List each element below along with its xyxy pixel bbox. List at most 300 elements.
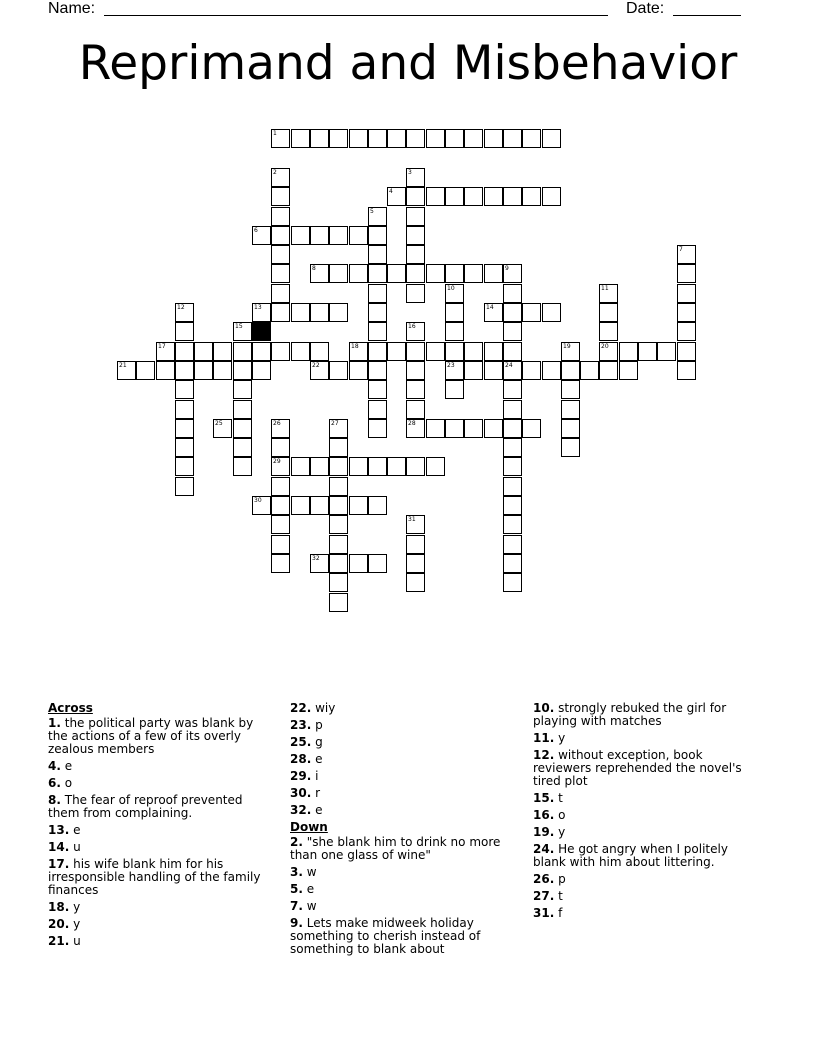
grid-cell[interactable] bbox=[580, 361, 599, 380]
grid-cell[interactable] bbox=[445, 380, 464, 399]
grid-cell[interactable] bbox=[291, 129, 310, 148]
cell-number: 27 bbox=[331, 420, 339, 427]
grid-cell[interactable] bbox=[561, 419, 580, 438]
grid-cell[interactable] bbox=[677, 245, 696, 264]
grid-cell[interactable] bbox=[291, 226, 310, 245]
clue-item bbox=[533, 732, 758, 745]
grid-cell[interactable] bbox=[271, 207, 290, 226]
grid-cell[interactable] bbox=[677, 342, 696, 361]
grid-cell[interactable] bbox=[406, 322, 425, 341]
clue-item bbox=[290, 883, 515, 896]
grid-cell[interactable] bbox=[503, 477, 522, 496]
clue-text: t bbox=[558, 791, 563, 805]
grid-cell[interactable] bbox=[445, 322, 464, 341]
grid-cell[interactable] bbox=[406, 264, 425, 283]
cell-number: 15 bbox=[235, 323, 243, 330]
grid-cell[interactable] bbox=[406, 419, 425, 438]
grid-cell[interactable] bbox=[677, 264, 696, 283]
grid-cell[interactable] bbox=[522, 303, 541, 322]
clue-text: t bbox=[558, 889, 563, 903]
clue-item bbox=[290, 736, 515, 749]
grid-cell[interactable] bbox=[368, 419, 387, 438]
clue-item bbox=[533, 809, 758, 822]
grid-cell[interactable] bbox=[271, 187, 290, 206]
grid-cell[interactable] bbox=[310, 361, 329, 380]
grid-cell[interactable] bbox=[406, 342, 425, 361]
grid-cell[interactable] bbox=[542, 361, 561, 380]
grid-cell[interactable] bbox=[464, 264, 483, 283]
grid-cell[interactable] bbox=[329, 496, 348, 515]
grid-cell[interactable] bbox=[406, 207, 425, 226]
cell-number: 24 bbox=[505, 362, 513, 369]
grid-cell[interactable] bbox=[599, 322, 618, 341]
cell-number: 30 bbox=[254, 497, 262, 504]
cell-number: 18 bbox=[351, 343, 359, 350]
grid-cell[interactable] bbox=[310, 129, 329, 148]
clue-text: He got angry when I politely blank with him about littering. bbox=[533, 842, 728, 869]
clue-number: 2. bbox=[290, 835, 303, 849]
grid-cell[interactable] bbox=[291, 342, 310, 361]
grid-cell[interactable] bbox=[271, 496, 290, 515]
grid-cell[interactable] bbox=[368, 361, 387, 380]
grid-cell[interactable] bbox=[368, 380, 387, 399]
grid-cell[interactable] bbox=[156, 342, 175, 361]
clue-section-heading: Across bbox=[48, 701, 93, 715]
grid-cell[interactable] bbox=[484, 419, 503, 438]
grid-cell[interactable] bbox=[368, 322, 387, 341]
name-label: Name: bbox=[48, 0, 96, 17]
clue-item bbox=[533, 890, 758, 903]
clue-number: 28. bbox=[290, 752, 312, 766]
grid-cell[interactable] bbox=[677, 361, 696, 380]
grid-cell[interactable] bbox=[387, 342, 406, 361]
grid-cell[interactable] bbox=[426, 187, 445, 206]
grid-cell[interactable] bbox=[426, 129, 445, 148]
grid-cell[interactable] bbox=[368, 284, 387, 303]
grid-cell[interactable] bbox=[175, 457, 194, 476]
grid-cell[interactable] bbox=[406, 245, 425, 264]
clue-text: e bbox=[64, 759, 73, 773]
grid-cell[interactable] bbox=[291, 457, 310, 476]
grid-cell[interactable] bbox=[387, 457, 406, 476]
grid-cell[interactable] bbox=[175, 400, 194, 419]
clue-number: 25. bbox=[290, 735, 312, 749]
cell-number: 19 bbox=[563, 343, 571, 350]
grid-cell[interactable] bbox=[426, 419, 445, 438]
grid-cell[interactable] bbox=[677, 303, 696, 322]
grid-cell[interactable] bbox=[599, 361, 618, 380]
clue-column-1 bbox=[48, 702, 273, 952]
grid-cell[interactable] bbox=[406, 573, 425, 592]
cell-number: 21 bbox=[119, 362, 127, 369]
clue-number: 10. bbox=[533, 701, 555, 715]
grid-cell[interactable] bbox=[406, 554, 425, 573]
cell-number: 31 bbox=[408, 516, 416, 523]
grid-cell[interactable] bbox=[561, 438, 580, 457]
clue-item bbox=[290, 770, 515, 783]
grid-cell[interactable] bbox=[349, 496, 368, 515]
grid-cell[interactable] bbox=[233, 419, 252, 438]
grid-cell[interactable] bbox=[426, 264, 445, 283]
grid-cell[interactable] bbox=[561, 380, 580, 399]
clue-number: 24. bbox=[533, 842, 555, 856]
grid-cell[interactable] bbox=[522, 361, 541, 380]
clue-text: p bbox=[315, 718, 323, 732]
grid-cell[interactable] bbox=[271, 284, 290, 303]
grid-cell[interactable] bbox=[368, 496, 387, 515]
grid-cell[interactable] bbox=[271, 226, 290, 245]
grid-cell[interactable] bbox=[194, 342, 213, 361]
clue-text: y bbox=[73, 917, 81, 931]
grid-cell[interactable] bbox=[503, 496, 522, 515]
grid-cell[interactable] bbox=[175, 419, 194, 438]
grid-cell[interactable] bbox=[175, 322, 194, 341]
clue-number: 32. bbox=[290, 803, 312, 817]
grid-cell[interactable] bbox=[368, 226, 387, 245]
grid-cell[interactable] bbox=[406, 361, 425, 380]
grid-cell[interactable] bbox=[329, 515, 348, 534]
grid-cell[interactable] bbox=[368, 264, 387, 283]
grid-cell[interactable] bbox=[619, 361, 638, 380]
grid-cell[interactable] bbox=[464, 361, 483, 380]
clue-text: e bbox=[73, 823, 81, 837]
grid-cell[interactable] bbox=[271, 457, 290, 476]
cell-number: 10 bbox=[447, 285, 455, 292]
grid-cell[interactable] bbox=[445, 284, 464, 303]
cell-number: 29 bbox=[273, 458, 281, 465]
grid-cell[interactable] bbox=[310, 457, 329, 476]
cell-number: 22 bbox=[312, 362, 320, 369]
grid-cell[interactable] bbox=[503, 187, 522, 206]
grid-cell[interactable] bbox=[445, 129, 464, 148]
clue-number: 17. bbox=[48, 857, 70, 871]
grid-cell[interactable] bbox=[484, 187, 503, 206]
grid-cell[interactable] bbox=[426, 342, 445, 361]
grid-cell[interactable] bbox=[252, 496, 271, 515]
grid-cell[interactable] bbox=[136, 361, 155, 380]
grid-cell[interactable] bbox=[194, 361, 213, 380]
grid-cell[interactable] bbox=[175, 342, 194, 361]
grid-cell[interactable] bbox=[503, 457, 522, 476]
clue-item bbox=[48, 717, 273, 756]
grid-cell[interactable] bbox=[349, 361, 368, 380]
clue-number: 15. bbox=[533, 791, 555, 805]
grid-cell[interactable] bbox=[368, 457, 387, 476]
grid-cell[interactable] bbox=[271, 264, 290, 283]
grid-cell[interactable] bbox=[387, 264, 406, 283]
grid-cell[interactable] bbox=[368, 303, 387, 322]
cell-number: 4 bbox=[389, 188, 393, 195]
grid-cell[interactable] bbox=[310, 554, 329, 573]
cell-number: 9 bbox=[505, 265, 509, 272]
grid-cell[interactable] bbox=[406, 129, 425, 148]
grid-cell[interactable] bbox=[503, 535, 522, 554]
grid-cell[interactable] bbox=[484, 303, 503, 322]
grid-cell[interactable] bbox=[329, 303, 348, 322]
grid-cell[interactable] bbox=[484, 342, 503, 361]
grid-cell[interactable] bbox=[503, 515, 522, 534]
grid-cell[interactable] bbox=[368, 400, 387, 419]
grid-cell[interactable] bbox=[503, 380, 522, 399]
grid-cell[interactable] bbox=[445, 419, 464, 438]
grid-cell[interactable] bbox=[329, 554, 348, 573]
grid-cell[interactable] bbox=[291, 496, 310, 515]
grid-cell[interactable] bbox=[271, 535, 290, 554]
grid-cell[interactable] bbox=[310, 303, 329, 322]
grid-cell[interactable] bbox=[464, 342, 483, 361]
clue-item bbox=[48, 901, 273, 914]
clue-number: 12. bbox=[533, 748, 555, 762]
grid-cell[interactable] bbox=[387, 129, 406, 148]
cell-number: 2 bbox=[273, 169, 277, 176]
grid-cell[interactable] bbox=[175, 438, 194, 457]
grid-cell[interactable] bbox=[271, 554, 290, 573]
grid-cell[interactable] bbox=[291, 303, 310, 322]
clue-text: u bbox=[73, 840, 81, 854]
grid-cell[interactable] bbox=[503, 284, 522, 303]
clue-number: 26. bbox=[533, 872, 555, 886]
clue-section-heading: Down bbox=[290, 820, 328, 834]
grid-cell[interactable] bbox=[233, 400, 252, 419]
grid-cell[interactable] bbox=[368, 554, 387, 573]
clue-number: 31. bbox=[533, 906, 555, 920]
grid-cell[interactable] bbox=[252, 303, 271, 322]
clue-text: y bbox=[558, 825, 566, 839]
grid-cell[interactable] bbox=[445, 303, 464, 322]
grid-cell[interactable] bbox=[233, 438, 252, 457]
grid-cell[interactable] bbox=[503, 419, 522, 438]
grid-cell[interactable] bbox=[406, 515, 425, 534]
cell-number: 23 bbox=[447, 362, 455, 369]
grid-cell[interactable] bbox=[252, 342, 271, 361]
clue-number: 7. bbox=[290, 899, 303, 913]
grid-cell[interactable] bbox=[503, 303, 522, 322]
cell-number: 25 bbox=[215, 420, 223, 427]
grid-cell[interactable] bbox=[503, 361, 522, 380]
grid-cell[interactable] bbox=[542, 303, 561, 322]
grid-cell[interactable] bbox=[406, 226, 425, 245]
clue-text: y bbox=[73, 900, 81, 914]
clue-item bbox=[533, 826, 758, 839]
clue-text: p bbox=[558, 872, 566, 886]
grid-cell[interactable] bbox=[445, 187, 464, 206]
grid-cell[interactable] bbox=[349, 226, 368, 245]
grid-cell[interactable] bbox=[310, 342, 329, 361]
grid-cell[interactable] bbox=[271, 419, 290, 438]
clue-item bbox=[290, 836, 515, 862]
grid-cell[interactable] bbox=[484, 129, 503, 148]
grid-cell[interactable] bbox=[233, 361, 252, 380]
clue-text: his wife blank him for his irresponsible handling of the family finances bbox=[48, 857, 261, 897]
grid-cell[interactable] bbox=[638, 342, 657, 361]
grid-cell[interactable] bbox=[445, 342, 464, 361]
grid-cell[interactable] bbox=[349, 554, 368, 573]
clue-text: e bbox=[315, 752, 323, 766]
grid-cell[interactable] bbox=[329, 535, 348, 554]
clue-item bbox=[533, 843, 758, 869]
grid-cell[interactable] bbox=[542, 129, 561, 148]
clue-text: without exception, book reviewers reprehended the novel's tired plot bbox=[533, 748, 742, 788]
clue-item bbox=[533, 749, 758, 788]
grid-cell[interactable] bbox=[175, 303, 194, 322]
grid-cell[interactable] bbox=[406, 380, 425, 399]
cell-number: 20 bbox=[601, 343, 609, 350]
clue-text: w bbox=[306, 899, 317, 913]
grid-cell[interactable] bbox=[175, 361, 194, 380]
grid-cell[interactable] bbox=[213, 342, 232, 361]
grid-cell[interactable] bbox=[677, 284, 696, 303]
grid-cell[interactable] bbox=[503, 554, 522, 573]
grid-cell[interactable] bbox=[619, 342, 638, 361]
grid-cell[interactable] bbox=[368, 245, 387, 264]
grid-cell[interactable] bbox=[349, 457, 368, 476]
grid-cell[interactable] bbox=[349, 264, 368, 283]
grid-cell[interactable] bbox=[464, 187, 483, 206]
grid-cell[interactable] bbox=[271, 438, 290, 457]
grid-cell[interactable] bbox=[310, 264, 329, 283]
grid-cell[interactable] bbox=[406, 284, 425, 303]
cell-number: 26 bbox=[273, 420, 281, 427]
grid-cell[interactable] bbox=[329, 226, 348, 245]
grid-cell[interactable] bbox=[445, 264, 464, 283]
cell-number: 8 bbox=[312, 265, 316, 272]
grid-cell[interactable] bbox=[426, 457, 445, 476]
grid-cell[interactable] bbox=[503, 264, 522, 283]
cell-number: 32 bbox=[312, 555, 320, 562]
grid-cell[interactable] bbox=[233, 457, 252, 476]
grid-cell[interactable] bbox=[657, 342, 676, 361]
grid-cell[interactable] bbox=[233, 322, 252, 341]
grid-cell[interactable] bbox=[387, 187, 406, 206]
grid-cell[interactable] bbox=[310, 496, 329, 515]
grid-cell[interactable] bbox=[271, 515, 290, 534]
grid-cell[interactable] bbox=[542, 187, 561, 206]
grid-cell[interactable] bbox=[233, 342, 252, 361]
grid-cell[interactable] bbox=[522, 129, 541, 148]
cell-number: 12 bbox=[177, 304, 185, 311]
clue-item bbox=[48, 794, 273, 820]
grid-cell[interactable] bbox=[329, 457, 348, 476]
grid-cell[interactable] bbox=[464, 419, 483, 438]
grid-cell[interactable] bbox=[329, 438, 348, 457]
grid-cell[interactable] bbox=[677, 322, 696, 341]
clue-number: 5. bbox=[290, 882, 303, 896]
clue-text: r bbox=[315, 786, 321, 800]
grid-cell[interactable] bbox=[503, 129, 522, 148]
grid-cell[interactable] bbox=[329, 573, 348, 592]
grid-cell[interactable] bbox=[175, 380, 194, 399]
cell-number: 14 bbox=[486, 304, 494, 311]
clue-item bbox=[290, 804, 515, 817]
grid-cell[interactable] bbox=[329, 129, 348, 148]
clue-number: 6. bbox=[48, 776, 61, 790]
grid-cell[interactable] bbox=[368, 342, 387, 361]
cell-number: 16 bbox=[408, 323, 416, 330]
grid-cell[interactable] bbox=[406, 400, 425, 419]
grid-cell[interactable] bbox=[271, 245, 290, 264]
grid-cell[interactable] bbox=[117, 361, 136, 380]
clue-text: w bbox=[306, 865, 317, 879]
clue-item bbox=[48, 824, 273, 837]
grid-cell[interactable] bbox=[406, 535, 425, 554]
grid-cell[interactable] bbox=[445, 361, 464, 380]
grid-cell[interactable] bbox=[310, 226, 329, 245]
grid-cell[interactable] bbox=[406, 187, 425, 206]
grid-cell[interactable] bbox=[599, 303, 618, 322]
date-label: Date: bbox=[626, 0, 665, 17]
grid-cell[interactable] bbox=[503, 400, 522, 419]
clue-number: 27. bbox=[533, 889, 555, 903]
grid-cell[interactable] bbox=[406, 168, 425, 187]
clue-item bbox=[533, 792, 758, 805]
clue-text: e bbox=[315, 803, 323, 817]
grid-cell[interactable] bbox=[329, 593, 348, 612]
clue-item bbox=[48, 777, 273, 790]
grid-cell[interactable] bbox=[252, 226, 271, 245]
clue-item bbox=[290, 900, 515, 913]
grid-cell[interactable] bbox=[271, 477, 290, 496]
clue-number: 16. bbox=[533, 808, 555, 822]
clue-column-2 bbox=[290, 702, 515, 960]
grid-cell[interactable] bbox=[329, 419, 348, 438]
grid-cell[interactable] bbox=[503, 573, 522, 592]
grid-cell[interactable] bbox=[329, 361, 348, 380]
clue-text: y bbox=[558, 731, 566, 745]
grid-cell[interactable] bbox=[484, 264, 503, 283]
grid-cell[interactable] bbox=[368, 129, 387, 148]
clue-number: 20. bbox=[48, 917, 70, 931]
grid-cell[interactable] bbox=[271, 168, 290, 187]
grid-cell[interactable] bbox=[561, 361, 580, 380]
grid-cell[interactable] bbox=[175, 477, 194, 496]
clue-text: The fear of reproof prevented them from complaining. bbox=[48, 793, 243, 820]
grid-cell[interactable] bbox=[252, 361, 271, 380]
clue-number: 9. bbox=[290, 916, 303, 930]
grid-cell[interactable] bbox=[522, 419, 541, 438]
clue-item bbox=[290, 702, 515, 715]
grid-cell[interactable] bbox=[599, 284, 618, 303]
grid-cell[interactable] bbox=[233, 380, 252, 399]
grid-cell[interactable] bbox=[503, 342, 522, 361]
grid-cell[interactable] bbox=[561, 400, 580, 419]
grid-cell[interactable] bbox=[522, 187, 541, 206]
grid-cell[interactable] bbox=[484, 361, 503, 380]
grid-cell[interactable] bbox=[213, 361, 232, 380]
grid-cell[interactable] bbox=[349, 129, 368, 148]
clue-text: u bbox=[73, 934, 81, 948]
grid-cell[interactable] bbox=[406, 457, 425, 476]
grid-cell[interactable] bbox=[156, 361, 175, 380]
grid-cell[interactable] bbox=[213, 419, 232, 438]
grid-cell[interactable] bbox=[503, 438, 522, 457]
grid-cell[interactable] bbox=[329, 477, 348, 496]
clue-number: 3. bbox=[290, 865, 303, 879]
grid-cell[interactable] bbox=[464, 129, 483, 148]
grid-cell[interactable] bbox=[271, 129, 290, 148]
grid-cell[interactable] bbox=[271, 303, 290, 322]
grid-cell[interactable] bbox=[599, 342, 618, 361]
clue-text: "she blank him to drink no more than one glass of wine" bbox=[290, 835, 501, 862]
clue-number: 30. bbox=[290, 786, 312, 800]
grid-cell[interactable] bbox=[503, 322, 522, 341]
clue-number: 4. bbox=[48, 759, 61, 773]
grid-cell[interactable] bbox=[271, 342, 290, 361]
cell-number: 3 bbox=[408, 169, 412, 176]
grid-cell[interactable] bbox=[349, 342, 368, 361]
grid-cell[interactable] bbox=[561, 342, 580, 361]
grid-cell[interactable] bbox=[329, 264, 348, 283]
grid-cell[interactable] bbox=[368, 207, 387, 226]
